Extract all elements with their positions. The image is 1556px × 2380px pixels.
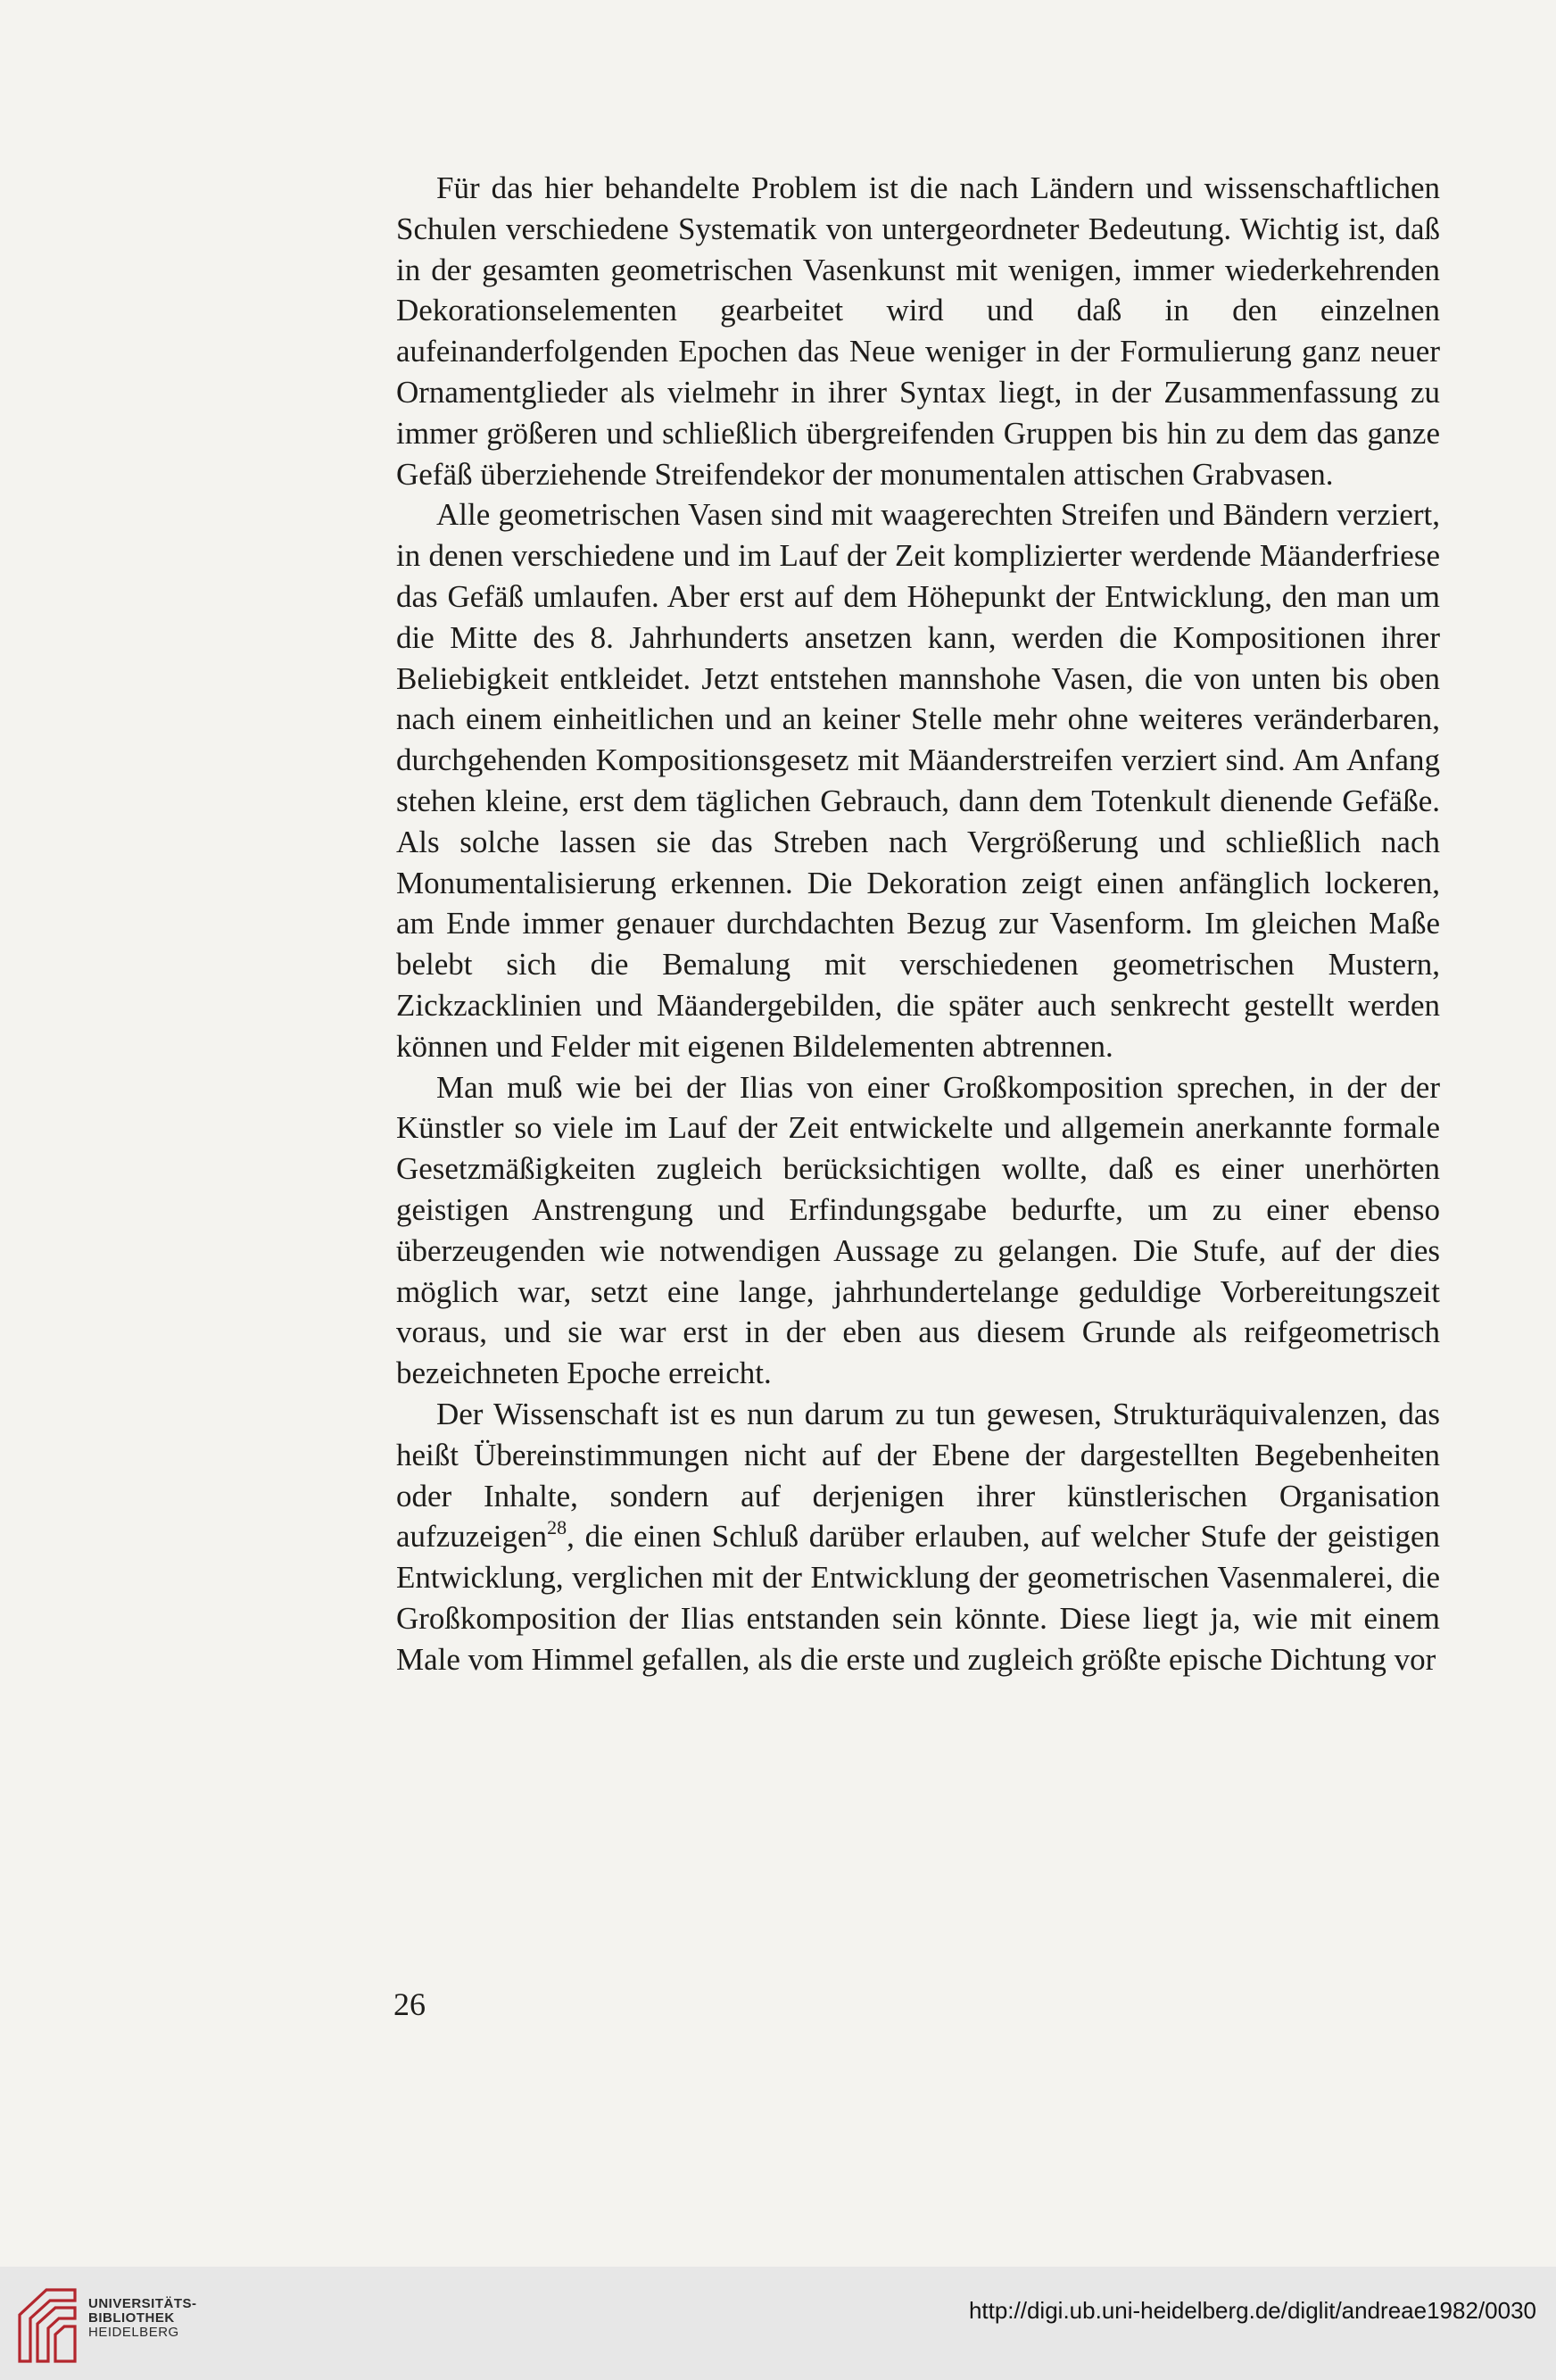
paragraph-4-text-after: , die einen Schluß darüber erlauben, auf welcher Stufe der geistigen Entwicklung, verglichen mit der Entwicklung der geometrischen Vasenmalerei, die Großkomposition der Ilias entstanden sein könnte. Diese liegt ja, wie mit einem Male vom Himmel gefallen, als die erste und zugleich größte epische Dichtung vor [396,1519,1440,1677]
paragraph-3: Man muß wie bei der Ilias von einer Großkomposition sprechen, in der der Künstler so viele im Lauf der Zeit entwickelte und allgemein anerkannte formale Gesetzmäßigkeiten zugleich berücksichtigen wollte, daß es einer unerhörten geistigen Anstrengung und Erfindungsgabe bedurfte, um zu einer ebenso überzeugenden wie notwendigen Aussage zu gelangen. Die Stufe, auf der dies möglich war, setzt eine lange, jahrhundertelange geduldige Vorbereitungszeit voraus, und sie war erst in der eben aus diesem Grunde als reifgeometrisch bezeichneten Epoche erreicht. [396,1069,1440,1391]
library-name-line-3: HEIDELBERG [88,2325,179,2340]
library-name [88,2297,197,2340]
paragraph-2: Alle geometrischen Vasen sind mit waagerechten Streifen und Bändern verziert, in denen verschiedene und im Lauf der Zeit komplizierter werdende Mäanderfriese das Gefäß umlaufen. Aber erst auf dem Höhepunkt der Entwicklung, den man um die Mitte des 8. Jahrhunderts ansetzen kann, werden die Kompositionen ihrer Beliebigkeit entkleidet. Jetzt entstehen mannshohe Vasen, die von unten bis oben nach einem einheitlichen und an keiner Stelle mehr ohne weiteres veränderbaren, durchgehenden Kompositionsgesetz mit Mäanderstreifen verziert sind. Am Anfang stehen kleine, erst dem täglichen Gebrauch, dann dem Totenkult dienende Gefäße. Als solche lassen sie das Streben nach Vergrößerung und schließlich nach Monumentalisierung erkennen. Die Dekoration zeigt einen anfänglich lockeren, am Ende immer genauer durchdachten Bezug zur Vasenform. Im gleichen Maße belebt sich die Bemalung mit verschiedenen geometrischen Mustern, Zickzacklinien und Mäandergebilden, die später auch senkrecht gestellt werden können und Felder mit eigenen Bildelementen abtrennen. [396,497,1440,1064]
permalink-url[interactable]: http://digi.ub.uni-heidelberg.de/diglit/andreae1982/0030 [968,2297,1536,2324]
library-name-line-1: UNIVERSITÄTS- [88,2296,197,2311]
page-number: 26 [393,1986,426,2022]
body-text [396,168,1440,1679]
library-name-line-2: BIBLIOTHEK [88,2310,175,2326]
paragraph-4 [396,1394,1440,1680]
footnote-marker: 28 [547,1516,567,1539]
digitization-footer [0,2267,1556,2380]
paragraph-1: Für das hier behandelte Problem ist die nach Ländern und wissenschaftlichen Schulen verschiedene Systematik von untergeordneter Bedeutung. Wichtig ist, daß in der gesamten geometrischen Vasenkunst mit wenigen, immer wiederkehrenden Dekorationselementen gearbeitet wird und daß in den einzelnen aufeinanderfolgenden Epochen das Neue weniger in der Formulierung ganz neuer Ornamentglieder als vielmehr in ihrer Syntax liegt, in der Zusammenfassung zu immer größeren und schließlich übergreifenden Gruppen bis hin zu dem das ganze Gefäß überziehende Streifendekor der monumentalen attischen Grabvasen. [396,170,1440,492]
university-library-logo-icon [16,2285,79,2365]
paragraph-4-text-before: Der Wissenschaft ist es nun darum zu tun gewesen, Strukturäquivalenzen, das heißt Übereinstimmungen nicht auf der Ebene der dargestellten Begebenheiten oder Inhalte, sondern auf derjenigen ihrer künstlerischen Organisation aufzuzeigen [396,1396,1440,1555]
